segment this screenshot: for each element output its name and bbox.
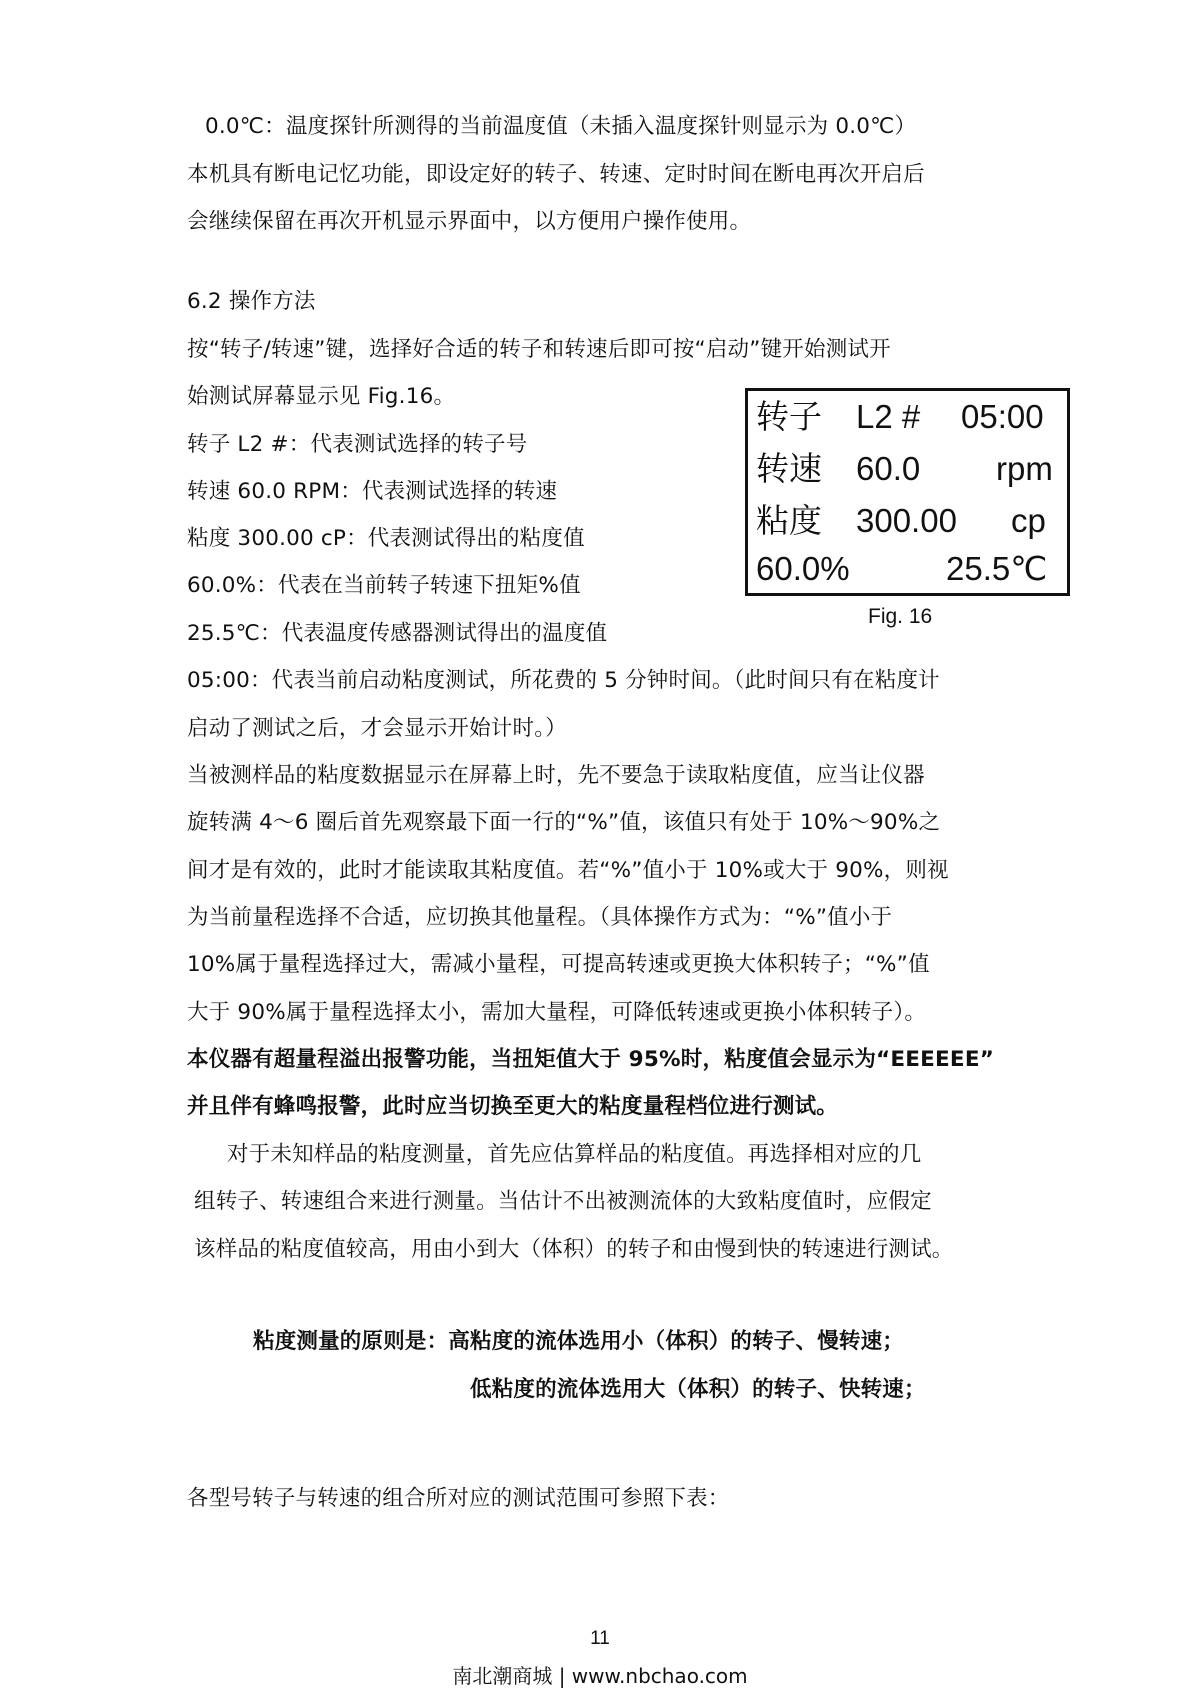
warning-line: 本仪器有超量程溢出报警功能，当扭矩值大于 95%时，粘度值会显示为“EEEEEE” — [187, 1047, 995, 1072]
text-line: 0.0℃：温度探针所测得的当前温度值（未插入温度探针则显示为 0.0℃） — [205, 114, 917, 139]
lcd-label: 粘度 — [756, 502, 822, 539]
warning-line: 并且伴有蜂鸣报警，此时应当切换至更大的粘度量程档位进行测试。 — [187, 1094, 839, 1119]
text-line: 始测试屏幕显示见 Fig.16。 — [187, 384, 456, 409]
text-line: 05:00：代表当前启动粘度测试，所花费的 5 分钟时间。（此时间只有在粘度计 — [187, 668, 940, 693]
text-line: 转速 60.0 RPM：代表测试选择的转速 — [187, 479, 558, 504]
text-line: 对于未知样品的粘度测量，首先应估算样品的粘度值。再选择相对应的几 — [227, 1142, 922, 1167]
text-line: 该样品的粘度值较高，用由小到大（体积）的转子和由慢到快的转速进行测试。 — [194, 1237, 954, 1262]
figure-caption: Fig. 16 — [868, 605, 933, 628]
text-line: 粘度 300.00 cP：代表测试得出的粘度值 — [187, 526, 585, 551]
text-line: 旋转满 4～6 圈后首先观察最下面一行的“%”值，该值只有处于 10%～90%之 — [187, 810, 941, 835]
lcd-label: 转子 — [756, 398, 822, 435]
principle-line: 粘度测量的原则是：高粘度的流体选用小（体积）的转子、慢转速； — [253, 1329, 905, 1354]
text-line: 会继续保留在再次开机显示界面中，以方便用户操作使用。 — [187, 209, 752, 234]
text-line: 转子 L2 #：代表测试选择的转子号 — [187, 432, 528, 457]
lcd-unit: rpm — [996, 450, 1053, 487]
lcd-unit: cp — [1011, 502, 1046, 539]
page-number: 11 — [590, 1628, 610, 1649]
text-line: 10%属于量程选择过大，需减小量程，可提高转速或更换大体积转子；“%”值 — [187, 952, 930, 977]
text-line: 本机具有断电记忆功能，即设定好的转子、转速、定时时间在断电再次开启后 — [187, 162, 925, 187]
text-line: 组转子、转速组合来进行测量。当估计不出被测流体的大致粘度值时，应假定 — [194, 1189, 932, 1214]
text-line: 为当前量程选择不合适，应切换其他量程。（具体操作方式为：“%”值小于 — [187, 905, 893, 930]
lcd-value: 60.0 — [856, 450, 921, 487]
text-line: 当被测样品的粘度数据显示在屏幕上时，先不要急于读取粘度值，应当让仪器 — [187, 763, 925, 788]
lcd-value: 300.00 — [856, 502, 957, 539]
lcd-temperature: 25.5℃ — [946, 550, 1048, 587]
footer-source: 南北潮商城 | www.nbchao.com — [452, 1664, 748, 1688]
lcd-display — [745, 388, 1070, 596]
principle-line: 低粘度的流体选用大（体积）的转子、快转速； — [470, 1377, 926, 1402]
text-line: 25.5℃：代表温度传感器测试得出的温度值 — [187, 621, 608, 646]
text-line: 大于 90%属于量程选择太小，需加大量程，可降低转速或更换小体积转子）。 — [187, 1000, 927, 1025]
section-heading: 6.2 操作方法 — [187, 289, 316, 314]
text-line: 启动了测试之后，才会显示开始计时。） — [187, 716, 567, 741]
lcd-torque: 60.0% — [756, 550, 850, 587]
text-line: 各型号转子与转速的组合所对应的测试范围可参照下表： — [187, 1486, 730, 1511]
text-line: 按“转子/转速”键，选择好合适的转子和转速后即可按“启动”键开始测试开 — [187, 337, 891, 362]
lcd-timer: 05:00 — [961, 398, 1044, 435]
lcd-value: L2 # — [856, 398, 921, 435]
text-line: 60.0%：代表在当前转子转速下扭矩%值 — [187, 573, 581, 598]
text-line: 间才是有效的，此时才能读取其粘度值。若“%”值小于 10%或大于 90%，则视 — [187, 858, 949, 883]
lcd-label: 转速 — [756, 450, 822, 487]
